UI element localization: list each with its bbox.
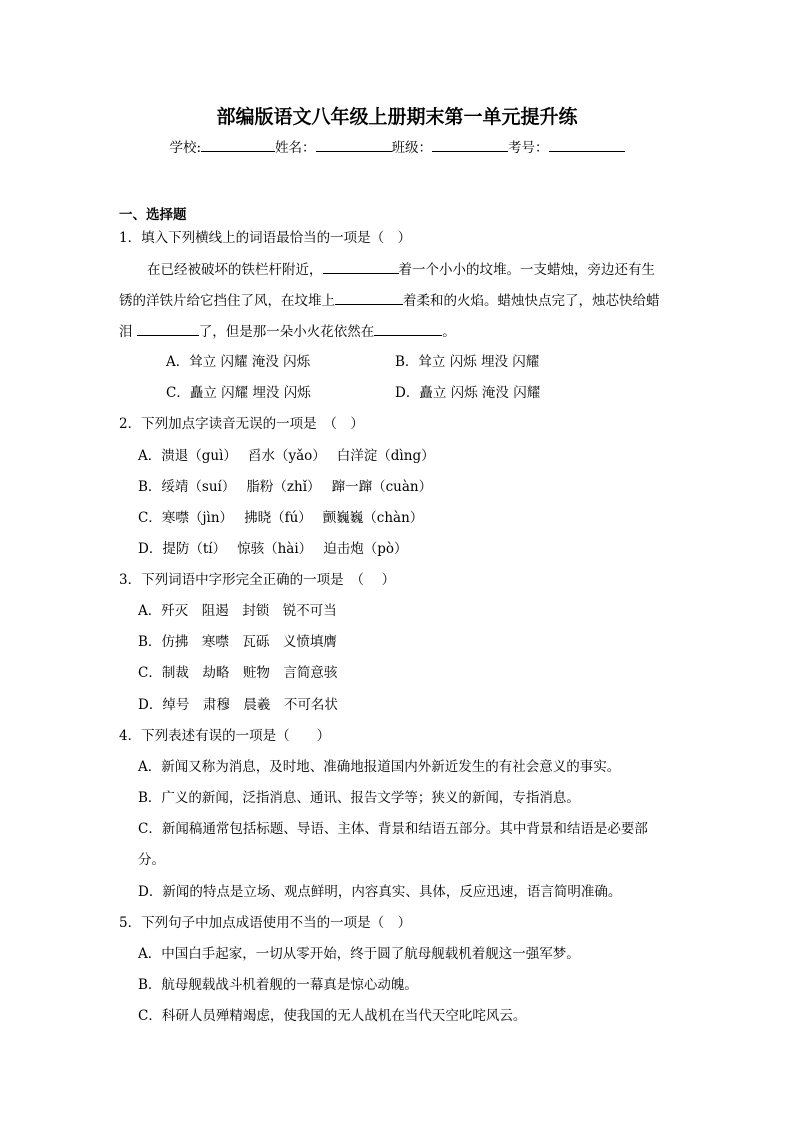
question-4-stem: 4．下列表述有误的一项是（ ） [119, 728, 331, 744]
student-info-line [0, 137, 794, 158]
question-4-option-d[interactable]: D．新闻的特点是立场、观点鲜明，内容真实、具体，反应迅速，语言简明准确。 [138, 884, 622, 900]
question-2-option-c[interactable]: C．寒噤（jìn） 拂晓（fú） 颤巍巍（chàn） [138, 510, 424, 526]
question-2-option-a[interactable]: A．溃退（guì） 舀水（yǎo） 白洋淀（dìng） [138, 448, 435, 464]
fill-blank-2 [335, 290, 403, 305]
question-4-option-c-continued: 分。 [138, 852, 165, 868]
name-blank[interactable] [316, 137, 392, 152]
question-3-stem: 3．下列词语中字形完全正确的一项是 （ ） [119, 572, 396, 588]
question-3-option-b[interactable]: B．仿拂 寒噤 瓦砾 义愤填膺 [138, 634, 337, 650]
question-2-stem: 2．下列加点字读音无误的一项是 （ ） [119, 416, 364, 432]
page-title: 部编版语文八年级上册期末第一单元提升练 [216, 106, 578, 128]
question-1-option-a[interactable]: A．耸立 闪耀 淹没 闪烁 [166, 354, 311, 370]
question-4-option-b[interactable]: B．广义的新闻，泛指消息、通讯、报告文学等；狭义的新闻，专指消息。 [138, 790, 580, 806]
question-5-stem: 5．下列句子中加点成语使用不当的一项是（ ） [119, 915, 412, 931]
class-blank[interactable] [432, 137, 508, 152]
question-5-option-b[interactable]: B．航母舰载战斗机着舰的一幕真是惊心动魄。 [138, 977, 418, 993]
question-3-option-d[interactable]: D．绰号 肃穆 晨羲 不可名状 [138, 697, 338, 713]
exam-no-blank[interactable] [549, 137, 625, 152]
question-1-passage-line-1: 在已经被破坏的铁栏杆附近， 着一个小小的坟堆。一支蜡烛，旁边还有生 [147, 259, 655, 280]
question-3-option-a[interactable]: A．歼灭 阻遏 封锁 锐不可当 [138, 603, 337, 619]
school-label: 学校: [169, 140, 202, 156]
question-1-passage-line-3: 泪 了，但是那一朵小火花依然在 。 [119, 321, 456, 342]
fill-blank-1 [323, 259, 399, 274]
fill-blank-3 [137, 321, 199, 336]
question-1-passage-line-2: 锈的洋铁片给它挡住了风，在坟堆上 着柔和的火焰。蜡烛快点完了，烛芯快给蜡 [119, 290, 660, 311]
question-5-option-c[interactable]: C．科研人员殚精竭虑，使我国的无人战机在当代天空叱咤风云。 [138, 1008, 527, 1024]
name-label: 姓名： [275, 140, 316, 156]
class-label: 班级： [391, 140, 433, 156]
question-1-option-c[interactable]: C．矗立 闪耀 埋没 闪烁 [166, 385, 311, 401]
question-3-option-c[interactable]: C．制裁 劫略 赃物 言简意骇 [138, 665, 338, 681]
question-1-stem: 1．填入下列横线上的词语最恰当的一项是（ ） [119, 230, 412, 246]
question-4-option-a[interactable]: A．新闻又称为消息，及时地、准确地报道国内外新近发生的有社会意义的事实。 [138, 759, 621, 775]
question-5-option-a[interactable]: A．中国白手起家，一切从零开始，终于圆了航母舰载机着舰这一强军梦。 [138, 946, 580, 962]
question-1-option-b[interactable]: B．耸立 闪烁 埋没 闪耀 [395, 354, 540, 370]
school-blank[interactable] [201, 137, 275, 152]
question-2-option-b[interactable]: B．绥靖（suí） 脂粉（zhǐ） 蹿一蹿（cuàn） [138, 479, 433, 495]
fill-blank-4 [374, 321, 442, 336]
section-heading: 一、选择题 [119, 207, 187, 223]
question-2-option-d[interactable]: D．提防（tí） 惊骇（hài） 迫击炮（pò） [138, 541, 408, 557]
question-4-option-c[interactable]: C．新闻稿通常包括标题、导语、主体、背景和结语五部分。其中背景和结语是必要部 [138, 821, 648, 837]
exam-no-label: 考号： [508, 140, 549, 156]
question-1-option-d[interactable]: D．矗立 闪烁 淹没 闪耀 [395, 385, 541, 401]
